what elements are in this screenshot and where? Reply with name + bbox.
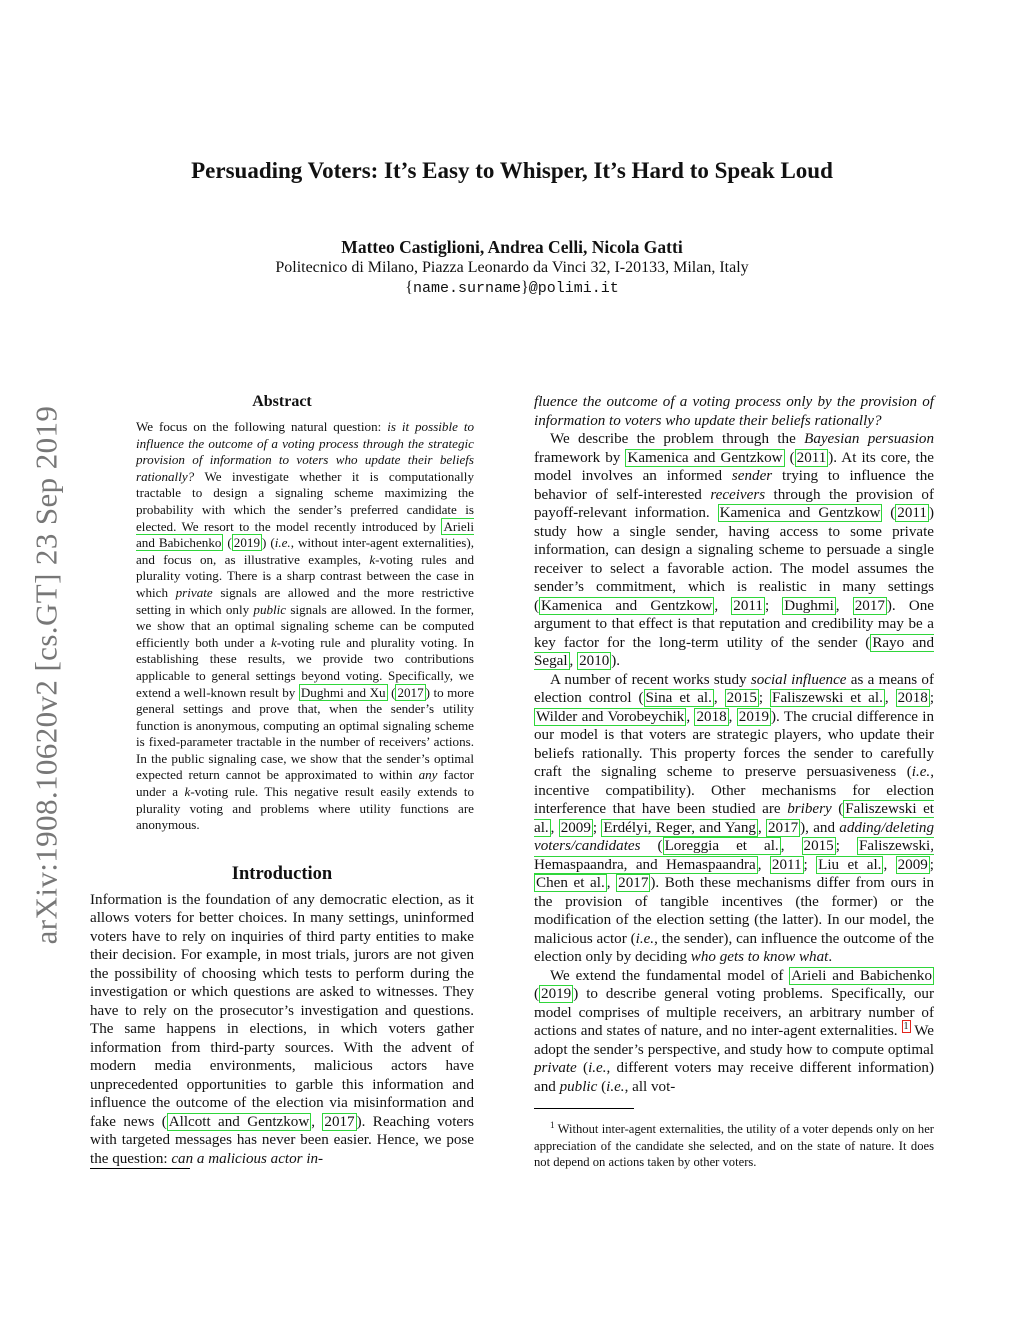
citation-link[interactable]: 2015 <box>726 690 757 706</box>
email: {name.surname}@polimi.it <box>405 279 619 297</box>
affiliation: Politecnico di Milano, Piazza Leonardo da Vinci 32, I-20133, Milan, Italy <box>275 259 749 276</box>
footnote-rule-left <box>90 1168 190 1169</box>
citation-link[interactable]: 2011 <box>733 597 763 614</box>
citation-link[interactable]: 2018 <box>897 690 928 706</box>
citation-link[interactable]: Sina et al. <box>645 690 712 706</box>
footnote-rule-right <box>534 1108 634 1109</box>
citation-link[interactable]: Allcott and Gentzkow <box>168 1113 310 1130</box>
citation-link[interactable]: Loreggia et al. <box>664 838 779 854</box>
citation-link[interactable]: Faliszewski, Hemaspaandra, and Hemaspaandra <box>534 838 935 873</box>
citation-link[interactable]: 2017 <box>854 597 885 614</box>
footnote: $^1$ Without inter-agent externalities, the utility of a voter depends only on her appreciation of the candidate she selected, and on the state of nature. It does not depend on actions taken by other voters. <box>534 1120 934 1170</box>
citation-link[interactable]: Faliszewski et al. <box>772 690 883 706</box>
citation-link[interactable]: Erdélyi, Reger, and Yang <box>603 819 756 836</box>
citation-link[interactable]: 2011 <box>897 505 927 521</box>
citation-link[interactable]: 2017 <box>397 684 424 700</box>
citation-link[interactable]: Arieli and Babichenko <box>136 518 474 551</box>
citation-link[interactable]: Rayo and Segal <box>534 634 934 669</box>
citation-link[interactable]: Liu et al. <box>818 856 882 873</box>
citation-link[interactable]: Dughmi <box>784 597 834 614</box>
footnote-mark: 1 <box>550 1120 555 1130</box>
citation-link[interactable]: 2009 <box>897 856 928 873</box>
email-domain: @polimi.it <box>528 280 619 297</box>
citation-link[interactable]: 2019 <box>738 708 769 725</box>
citation-link[interactable]: Arieli and Babichenko <box>791 967 932 984</box>
paper-title: Persuading Voters: It’s Easy to Whisper, It’s Hard to Speak Loud <box>191 158 833 183</box>
introduction-heading: Introduction <box>231 863 333 884</box>
abstract-heading: Abstract <box>252 393 312 410</box>
footnote-link[interactable]: 1 <box>903 1020 909 1032</box>
citation-link[interactable]: 2017 <box>618 875 649 891</box>
citation-link[interactable]: Kamenica and Gentzkow <box>719 505 881 521</box>
citation-link[interactable]: 2018 <box>696 708 727 725</box>
citation-link[interactable]: Kamenica and Gentzkow <box>541 597 713 614</box>
citation-link[interactable]: 2011 <box>771 856 802 873</box>
citation-link[interactable]: 2010 <box>579 653 610 669</box>
intro-paragraph: Information is the foundation of any democratic election, as it allows voters for better choices. In many settings, uninformed voters have to rely on inquiries of third party entities to make their decision. For example, in most trials, jurors are not given the possibility of choosing which tests to perform during the investigation or which questions are asked to witnesses. They have to rely on the prosecutor’s investigation and questions. The same happens in elections, in which voters gather information from third-party sources. With the advent of modern media environments, malicious actors have unprecedented opportunities to garble this information and influence the outcome of the election via misinformation and fake news ( Allcott and Gentzkow , 2017 ). Reaching voters with targeted messages has never been easier. Hence, we pose the question: can a malicious actor in- <box>90 891 474 1167</box>
citation-link[interactable]: Wilder and Vorobeychik <box>536 708 685 725</box>
right-column <box>534 393 934 1171</box>
arxiv-identifier <box>25 350 67 1000</box>
citation-link[interactable]: 2019 <box>233 535 260 551</box>
email-name: name.surname <box>412 280 521 297</box>
citation-link[interactable]: 2019 <box>541 986 572 1002</box>
citation-link[interactable]: Dughmi and Xu <box>300 684 386 700</box>
social-influence-paragraph: A number of recent works study social influence as a means of election control ( Sina et al. , 2015 ; Faliszewski et al. , 2018 ; Wilder and Vorobeychik , 2018 , 2019 ). The crucial difference in our model is that voters are strategic players, who update their beliefs rationally. This property forces the sender to carefully craft the signaling scheme to preserve persuasiveness (i.e., incentive compatibility). Other mechanisms for election interference that have been studied are bribery ( Faliszewski et al. , 2009 ; Erdélyi, Reger, and Yang , 2017 ), and adding/deleting voters/candidates ( Loreggia et al. , 2015 ; Faliszewski, Hemaspaandra, and Hemaspaandra , 2011 ; Liu et al. , 2009 ; Chen et al. , 2017 ). Both these mechanisms differ from ours in the provision of tangible incentives (the former) or the modification of the election setting (the latter). In our model, the malicious actor (i.e., the sender), can influence the outcome of the election only by deciding who gets to know what. <box>534 671 935 965</box>
arxiv-id-text: arXiv:1908.10620v2 [cs.GT] 23 Sep 2019 <box>28 405 64 945</box>
model-extension-paragraph: We extend the fundamental model of Arieli and Babichenko ( 2019 ) to describe general voting problems. Specifically, our model comprises of multiple receivers, an arbitrary number of actions and states of nature, and no inter-agent externalities. $^1$ We adopt the sender’s perspective, and study how to compute optimal private (i.e., different voters may receive different information) and public (i.e., all vot- <box>534 967 934 1095</box>
authors: Matteo Castiglioni, Andrea Celli, Nicola Gatti <box>341 237 683 257</box>
citation-link[interactable]: 2009 <box>560 819 591 836</box>
citation-link[interactable]: 2011 <box>796 449 827 466</box>
citation-link[interactable]: 2015 <box>803 838 834 854</box>
citation-link[interactable]: Faliszewski et al. <box>534 801 934 836</box>
bayesian-persuasion-paragraph: We describe the problem through the Bayesian persuasion framework by Kamenica and Gentzkow ( 2011 ). At its core, the model involves an informed sender trying to influence the behavior of self-interested receivers through the provision of payoff-relevant information. Kamenica and Gentzkow ( 2011 ) study how a single sender, having access to some private information, can design a signaling scheme to persuade a single receiver to select a favorable action. The model assumes the sender’s commitment, which is realistic in many settings ( Kamenica and Gentzkow , 2011 ; Dughmi , 2017 ). One argument to that effect is that reputation and credibility may be a key factor for the long-term utility of the sender ( Rayo and Segal , 2010 ). <box>534 431 935 669</box>
citation-link[interactable]: Kamenica and Gentzkow <box>627 449 783 466</box>
citation-link[interactable]: 2017 <box>767 819 799 836</box>
left-column <box>90 393 474 1168</box>
citation-link[interactable]: Chen et al. <box>536 875 605 891</box>
abstract-text: We focus on the following natural question: is it possible to influence the outcome of a voting process through the strategic provision of information to voters who update their beliefs rationally? We investigate whether it is computationally tractable to design a signaling scheme maximizing the probability with which the sender’s preferred candidate is elected. We resort to the model recently introduced by Arieli and Babichenko ( 2019 ) (i.e., without inter-agent externalities), and focus on, as illustrative examples, k-voting rules and plurality voting. There is a sharp contrast between the case in which private signals are allowed and the more restrictive setting in which only public signals are allowed. In the former, we show that an optimal signaling scheme can be computed efficiently both under a k-voting rule and plurality voting. In establishing these results, we provide two contributions applicable to general settings beyond voting. Specifically, we extend a well-known result by Dughmi and Xu ( 2017 ) to more general settings and prove that, when the sender’s utility function is anonymous, computing an optimal signaling scheme is fixed-parameter tractable in the number of receivers’ actions. In the public signaling case, we show that the sender’s optimal expected return cannot be approximated to within any factor under a k-voting rule. This negative result easily extends to plurality voting and problems where utility functions are anonymous. <box>136 419 475 833</box>
question-continuation: fluence the outcome of a voting process only by the provision of information to voters who update their beliefs rationally? <box>534 394 934 429</box>
citation-link[interactable]: 2017 <box>324 1113 355 1130</box>
